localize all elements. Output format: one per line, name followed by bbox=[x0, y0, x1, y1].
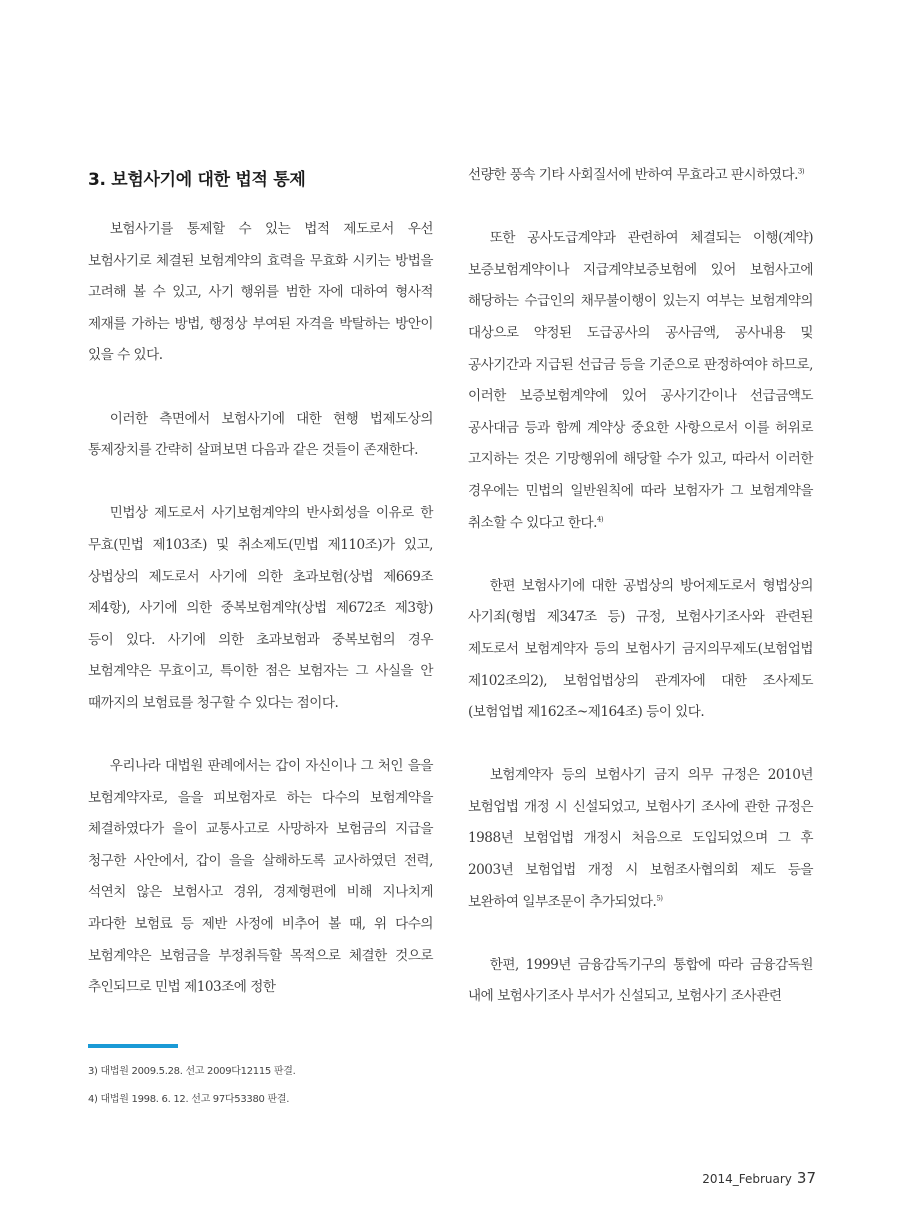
paragraph bbox=[468, 571, 813, 729]
page-footer bbox=[702, 1168, 816, 1187]
footnote-divider bbox=[88, 1044, 178, 1048]
paragraph bbox=[468, 950, 813, 1013]
paragraph: 우리나라 대법원 판례에서는 갑이 자신이나 그 처인 을을 보험계약자로, 을을 피보험자로 하는 다수의 보험계약을 체결하였다가 을이 교통사고로 사망하자 보험금의 지급을 청구한 사안에서, 갑이 을을 살해하도록 교사하였던 전력, 석연치 않은 보험사고 경위, 경제형편에 비해 지나치게 과다한 보험료 등 제반 사정에 비추어 볼 때, 위 다수의 보험계약은 보험금을 부정취득할 목적으로 체결한 것으로 추인되므로 민법 제103조에 정한 bbox=[88, 758, 433, 996]
footnote: 4) 대법원 1998. 6. 12. 선고 97다53380 판결. bbox=[88, 1094, 290, 1105]
section-title: 3. 보험사기에 대한 법적 통제 bbox=[88, 170, 306, 190]
paragraph: 이러한 측면에서 보험사기에 대한 현행 법제도상의 통제장치를 간략히 살펴보면 다음과 같은 것들이 존재한다. bbox=[88, 410, 433, 459]
paragraph bbox=[468, 760, 813, 918]
footnote-marker: 3) bbox=[797, 167, 805, 176]
footnote-marker: 4) bbox=[596, 515, 604, 523]
paragraph: 보험사기를 통제할 수 있는 법적 제도로서 우선 보험사기로 체결된 보험계약의 효력을 무효화 시키는 방법을 고려해 볼 수 있고, 사기 행위를 범한 자에 대하여 형사적 제재를 가하는 방법, 행정상 부여된 자격을 박탈하는 방안이 있을 수 있다. bbox=[88, 221, 433, 364]
footnote-marker: 5) bbox=[656, 894, 663, 903]
footnote: 3) 대법원 2009.5.28. 선고 2009다12115 판결. bbox=[88, 1066, 296, 1077]
left-column bbox=[88, 160, 433, 1004]
paragraph-text: 또한 공사도급계약과 관련하여 체결되는 이행(계약)보증보험계약이나 지급계약보증보험에 있어 보험사고에 해당하는 수급인의 채무불이행이 있는지 여부는 보험계약의 대상으로 약정된 도급공사의 공사금액, 공사내용 및 공사기간과 지급된 선급금 등을 기준으로 판정하여야 하므로, 이러한 보증보험계약에 있어 공사기간이나 선급금액도 공사대금 등과 함께 계약상 중요한 사항으로서 이를 허위로 고지하는 것은 기망행위에 해당할 수가 있고, 따라서 이러한 경우에는 민법의 일반원칙에 따라 보험자가 그 보험계약을 취소할 수 있다고 한다. bbox=[468, 230, 813, 531]
issue-label: 2014_February bbox=[702, 1172, 792, 1186]
right-column bbox=[468, 160, 813, 1013]
footnotes bbox=[88, 1058, 488, 1114]
paragraph bbox=[468, 160, 813, 192]
page-number: 37 bbox=[796, 1169, 816, 1187]
paragraph-text: 선량한 풍속 기타 사회질서에 반하여 무효라고 판시하였다. bbox=[468, 167, 798, 183]
paragraph: 민법상 제도로서 사기보험계약의 반사회성을 이유로 한 무효(민법 제103조) 및 취소제도(민법 제110조)가 있고, 상법상의 제도로서 사기에 의한 초과보험(상법 제669조 제4항), 사기에 의한 중복보험계약(상법 제672조 제3항) 등이 있다. 사기에 의한 초과보험과 중복보험의 경우 보험계약은 무효이고, 특이한 점은 보험자는 그 사실을 안 때까지의 보험료를 청구할 수 있다는 점이다. bbox=[88, 505, 433, 711]
paragraph bbox=[468, 223, 813, 539]
paragraph-text: 보험계약자 등의 보험사기 금지 의무 규정은 2010년 보험업법 개정 시 신설되었고, 보험사기 조사에 관한 규정은 1988년 보험업법 개정시 처음으로 도입되었으며 그 후 2003년 보험업법 개정 시 보험조사협의회 제도 등을 보완하여 일부조문이 추가되었다. bbox=[468, 767, 813, 910]
paragraph-text: 한편, 1999년 금융감독기구의 통합에 따라 금융감독원 내에 보험사기조사 부서가 신설되고, 보험사기 조사관련 bbox=[468, 956, 813, 1005]
paragraph-text: 한편 보험사기에 대한 공법상의 방어제도로서 형법상의 사기죄(형법 제347조 등) 규정, 보험사기조사와 관련된 제도로서 보험계약자 등의 보험사기 금지의무제도(보험업법 제102조의2), 보험업법상의 관계자에 대한 조사제도(보험업법 제162조~제164조) 등이 있다. bbox=[468, 577, 813, 721]
